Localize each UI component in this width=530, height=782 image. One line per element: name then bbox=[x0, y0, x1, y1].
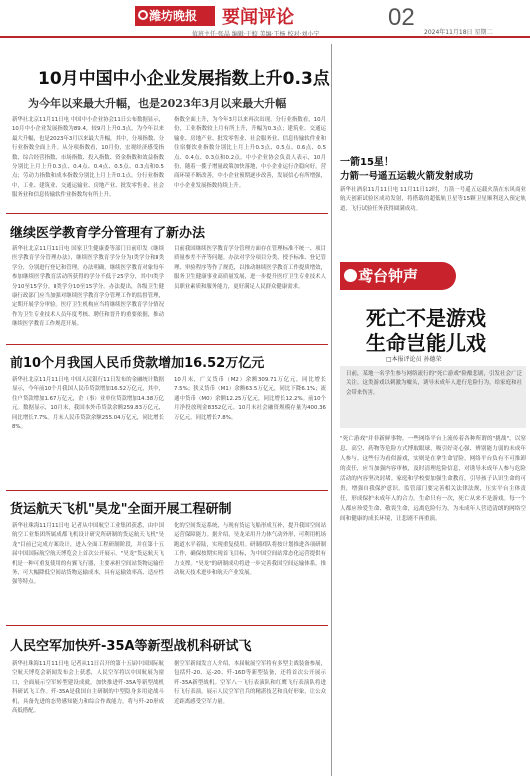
headline-2: 继续医学教育学分管理有了新办法 bbox=[10, 226, 206, 241]
headline-5: 人民空军加快歼-35A等新型战机科研试飞 bbox=[10, 639, 252, 654]
headline-4: 货运航天飞机"昊龙"全面开展工程研制 bbox=[10, 502, 232, 517]
logo-ring-icon bbox=[138, 10, 148, 20]
newspaper-logo bbox=[135, 6, 215, 26]
masthead bbox=[0, 0, 530, 38]
article-4-col-1: 新华社珠海11月11日电 记者从中国航空工业集团获悉，由中国航空工业集团所属成都飞机设计研究所研制的货运航天飞机"昊龙"目前已完成方案设计，进入全面工程研制阶段，并在第十五届中国国际航空航天博览会上首次公开展示。"昊龙"货运航天飞机是一种可重复使用的有翼飞行器，主要承担空间站货物运输任务，可大幅降低空间站货物运输成本，具有运输效率高、适应性强等特点。 bbox=[12, 523, 164, 586]
column-divider bbox=[331, 44, 332, 776]
column-author: □本报评论员 孙德荣 bbox=[386, 356, 442, 363]
editor-credits: 值班主任·张晶 编辑·于蛟 美编·王杨 校对·刘小宁 bbox=[192, 31, 320, 38]
section-name: 要闻评论 bbox=[222, 7, 294, 28]
column-banner bbox=[340, 262, 456, 290]
column-banner-text: 鸢台钟声 bbox=[358, 267, 419, 285]
article-3-col-1: 新华社北京11月11日电 中国人民银行11日发布的金融统计数据显示，今年前10个月我国人民币贷款增加16.52万亿元，其中，住户贷款增加1.67万亿元，企（事）业单位贷款增加14.38万亿元。数据显示，10月末，我国本外币贷款余额259.83万亿元，同比增长7.7%。月末人民币贷款余额255.04万亿元，同比增长8%。 bbox=[12, 377, 164, 431]
subheadline-1: 为今年以来最大升幅，也是2023年3月以来最大升幅 bbox=[28, 97, 287, 110]
column-body: "死亡游戏"并非新鲜事物。一些网络平台上流传着各种所谓的"挑战"，以窒息、高空、药物等危险方式博取眼球，吸引好奇心强、辨别能力弱的未成年人参与。这些行为看似游戏，实则是在拿生命冒险。网络平台负有不可推卸的责任，应当加强内容审核，及时清理危险信息，对诱导未成年人参与危险活动的内容坚决封堵。家庭和学校要加强生命教育，引导孩子认识生命的可贵，增强自我保护意识。监管部门要完善相关法律法规，压实平台主体责任，形成保护未成年人的合力。生命只有一次，死亡从来不是游戏。每一个人都应珍爱生命、敬畏生命，远离危险行为，为未成年人营造清朗的网络空间和健康的成长环境，让悲剧不再重演。 bbox=[340, 436, 526, 522]
article-3-col-2: 10月末，广义货币（M2）余额309.71万亿元，同比增长7.5%；狭义货币（M1）余额63.5万亿元，同比下降6.1%；流通中货币（M0）余额12.25万亿元，同比增长12.2%。前10个月净投放现金8352亿元。10月末社会融资规模存量为400.36万亿元，同比增长7.8%。 bbox=[174, 377, 326, 421]
article-5-col-2: 据空军新闻发言人介绍，本届航展空军将有多型主战装备参展，包括歼-20、运-20、歼-16D等新型装备，还将首次公开展示歼-35A新型战机。空军八一飞行表演队和红鹰飞行表演队将进行飞行表演，展示人民空军官兵的精湛技艺和良好形象，让公众近距离感受空军力量。 bbox=[174, 661, 326, 705]
sidebar-headline-1: 一箭15星！ bbox=[340, 157, 394, 168]
article-2-col-2: 目前我国继续医学教育学分管理方面存在管理标准不统一、项目质量参差不齐等问题。办法对学分项目分类、授予标准、登记管理、审验程序等作了规范，以推动继续医学教育工作提质增效，服务卫生健康事业高质量发展，进一步提升医疗卫生专业技术人员职业素质和服务能力，更好满足人民群众健康需求。 bbox=[174, 246, 326, 290]
page-number: 02 bbox=[388, 4, 415, 31]
column-title-line-1: 死亡不是游戏 bbox=[366, 306, 486, 330]
separator bbox=[6, 344, 328, 345]
article-2-col-1: 新华社北京11月11日电 国家卫生健康委等部门日前印发《继续医学教育学分管理办法》，继续医学教育学分分为Ⅰ类学分和Ⅱ类学分，分别进行登记和管理。办法明确，继续医学教育对象每年参加继续医学教育活动所获得的学分不低于25学分，其中Ⅰ类学分10至15学分，Ⅱ类学分10至15学分。办法提出，各级卫生健康行政部门应当加强对继续医学教育学分管理工作的监督管理，定期开展学分审验。医疗卫生机构应当将继续医学教育学分情况作为卫生专业技术人员年度考核、聘任和晋升的重要依据，推动继续医学教育工作规范开展。 bbox=[12, 246, 164, 328]
separator bbox=[6, 490, 328, 491]
issue-date: 2024年11月18日 星期二 bbox=[424, 29, 493, 36]
bell-icon bbox=[344, 269, 357, 282]
headline-1: 10月中国中小企业发展指数上升0.3点 bbox=[38, 69, 330, 89]
separator bbox=[6, 625, 328, 626]
sidebar-news-body: 新华社酒泉11月11日电 11月11日12时，力箭一号遥五运载火箭在东风商业航天创新试验区成功发射，将搭载的超低轨卫星等15颗卫星顺利送入预定轨道，飞行试验任务获得圆满成功。 bbox=[340, 187, 526, 212]
article-1-col-2: 指数全面上升，为今年3月以来再次出现。分行业指数看，10月份，工业指数较上月有所上升，升幅为0.3点；建筑业、交通运输业、房地产业、批发零售业、社会服务业、信息传输软件业和住宿餐饮业指数分别比上月上升0.3点、0.5点、0.6点、0.5点、0.4点、0.3点和0.2点。中小企业协会负责人表示，10月份，随着一揽子增量政策加快落地，中小企业运行企稳向好，营商环境不断改善，中小企业预期逐步改善，发展信心有所增强，中小企业发展指数持续上升。 bbox=[174, 117, 326, 189]
article-4-col-2: 化的空间货运系统，与现有货运飞船形成互补，提升我国空间站运营保障能力。据介绍，昊龙采用升力体气动外形，可利用机场跑道水平着陆，实现重复使用。研制团队将按计划推进各项研制工作，确保按期实现首飞目标，为中国空间站常态化运营提供有力支撑。"昊龙"的研制成功将进一步完善我国空间运输体系，推动航天技术进步和航天产业发展。 bbox=[174, 523, 326, 577]
sidebar-headline-2: 力箭一号遥五运载火箭发射成功 bbox=[340, 171, 474, 182]
headline-3: 前10个月我国人民币贷款增加16.52万亿元 bbox=[10, 356, 265, 371]
column-title-line-2: 生命岂能儿戏 bbox=[366, 331, 486, 355]
article-5-col-1: 新华社珠海11月11日电 记者从11日召开的第十五届中国国际航空航天博览会新闻发布会上获悉，人民空军将以中国航展为窗口，全面展示空军转型建设成就，加快推进歼-35A等新型战机科研试飞工作。歼-35A是我国自主研制的中型隐身多用途战斗机，具备先进的态势感知能力和综合作战能力，将与歼-20形成高低搭配。 bbox=[12, 661, 164, 715]
logo-text: 潍坊晚报 bbox=[149, 9, 198, 23]
separator bbox=[6, 213, 328, 214]
article-1-col-1: 新华社北京11月11日电 中国中小企业协会11日公布数据显示，10月中小企业发展指数为89.4，较9月上升0.3点，为今年以来最大升幅，也是2023年3月以来最大升幅，其中，分项指数、分行业指数全面上升。从分项指数看，10月份，宏观经济感受指数、综合经营指数、市场指数、投入指数、资金指数和效益指数分别比上月上升0.3点、0.4点、0.4点、0.5点、0.3点和0.5点；劳动力指数和成本指数分别比上月上升0.1点。分行业指数中，工业、建筑业、交通运输业、房地产业、批发零售业、社会服务业和信息传输软件业指数均有所上升。 bbox=[12, 117, 164, 199]
column-lead: 日前，某地一名学生参与网络流行的"死亡游戏"险酿悲剧，引发社会广泛关注。这类游戏以刺激为噱头，诱导未成年人进行危险行为，给家庭和社会带来伤害。 bbox=[346, 371, 522, 396]
